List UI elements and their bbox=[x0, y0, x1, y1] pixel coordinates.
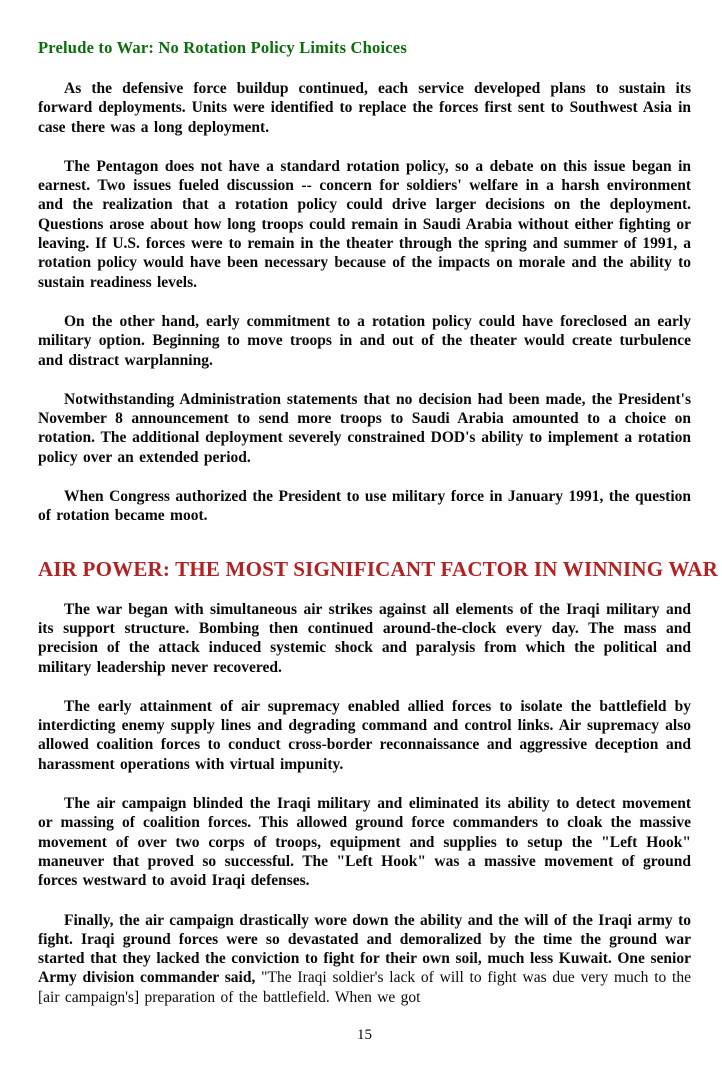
paragraph-airpower-4-quote-text: "The Iraqi soldier's lack of will to fight was due very much to the [air campaign's] preparation of the battlefield. When we got bbox=[38, 969, 691, 1006]
paragraph-airpower-1: The war began with simultaneous air strikes against all elements of the Iraqi military and its support structure. Bombing then continued around-the-clock every day. The mass and precision of the attack induced systemic shock and paralysis from which the political and military leadership never recovered. bbox=[38, 600, 691, 676]
paragraph-rotation-5: When Congress authorized the President to use military force in January 1991, the question of rotation became moot. bbox=[38, 488, 691, 525]
paragraph-airpower-4 bbox=[38, 911, 691, 1007]
paragraph-airpower-4-bold-text: Finally, the air campaign drastically wore down the ability and the will of the Iraqi army to fight. Iraqi ground forces were so devastated and demoralized by the time the ground war started that they lacked the conviction to fight for their own soil, much less Kuwait. One senior Army division commander said, bbox=[38, 911, 691, 987]
paragraph-airpower-2: The early attainment of air supremacy enabled allied forces to isolate the battlefield by interdicting enemy supply lines and degrading command and control links. Air supremacy also allowed coalition forces to conduct cross-border reconnaissance and aggressive deception and harassment operations with virtual impunity. bbox=[38, 697, 691, 773]
paragraph-rotation-3: On the other hand, early commitment to a rotation policy could have foreclosed an early military option. Beginning to move troops in and out of the theater would create turbulence and distract warplanning. bbox=[38, 312, 691, 369]
paragraph-rotation-1: As the defensive force buildup continued, each service developed plans to sustain its forward deployments. Units were identified to replace the forces first sent to Southwest Asia in case there was a long deployment. bbox=[38, 80, 691, 136]
section-heading-rotation: Prelude to War: No Rotation Policy Limits Choices bbox=[38, 38, 407, 57]
paragraph-rotation-4: Notwithstanding Administration statements that no decision had been made, the President's November 8 announcement to send more troops to Saudi Arabia amounted to a choice on rotation. The additional deployment severely constrained DOD's ability to implement a rotation policy over an extended period. bbox=[38, 390, 691, 466]
paragraph-rotation-2: The Pentagon does not have a standard rotation policy, so a debate on this issue began in earnest. Two issues fueled discussion -- concern for soldiers' welfare in a harsh environment and the realization that a rotation policy could drive larger decisions on the deployment. Questions arose about how long troops could remain in Saudi Arabia without either fighting or leaving. If U.S. forces were to remain in the theater through the spring and summer of 1991, a rotation policy would have been necessary because of the impacts on morale and the ability to sustain readiness levels. bbox=[38, 157, 691, 291]
paragraph-airpower-3: The air campaign blinded the Iraqi military and eliminated its ability to detect movement or massing of coalition forces. This allowed ground force commanders to cloak the massive movement of over two corps of troops, equipment and supplies to setup the "Left Hook" maneuver that proved so successful. The "Left Hook" was a massive movement of ground forces westward to avoid Iraqi defenses. bbox=[38, 795, 691, 890]
section-heading-airpower: AIR POWER: THE MOST SIGNIFICANT FACTOR IN WINNING WAR bbox=[38, 556, 718, 581]
page-number: 15 bbox=[357, 1026, 372, 1043]
